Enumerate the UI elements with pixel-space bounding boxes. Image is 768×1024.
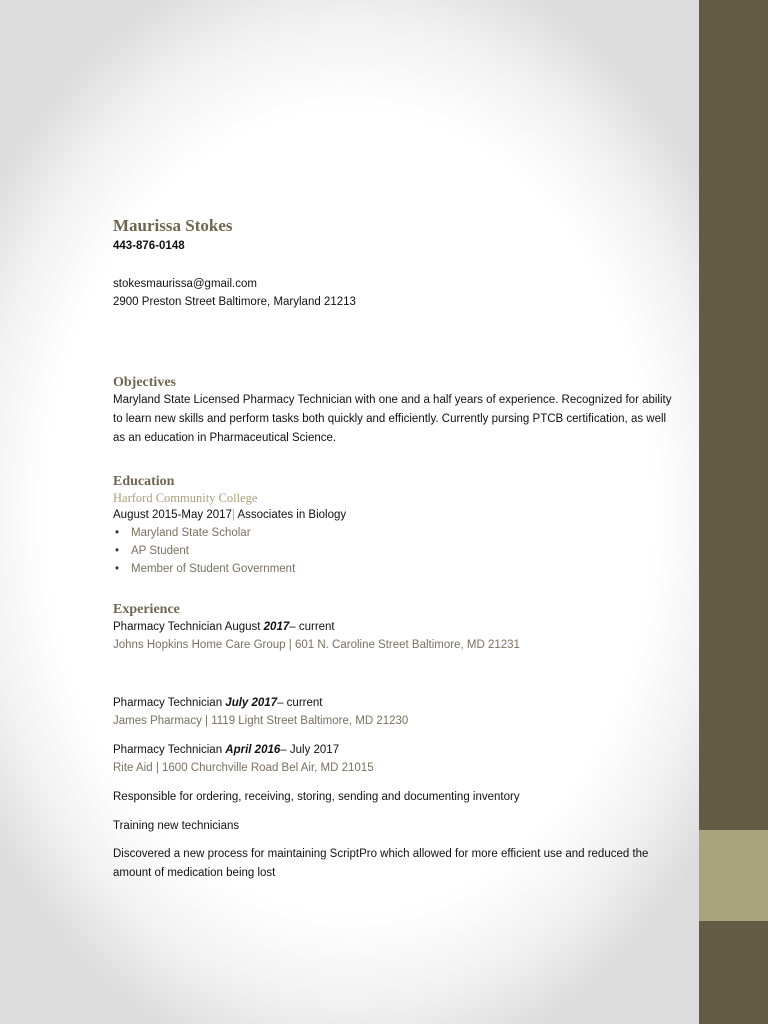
job-employer: Johns Hopkins Home Care Group | 601 N. Caroline Street Baltimore, MD 21231 bbox=[113, 639, 520, 651]
phone-number: 443-876-0148 bbox=[113, 240, 185, 252]
education-dates: August 2015-May 2017 bbox=[113, 509, 232, 521]
bullet-icon: • bbox=[115, 545, 120, 557]
objectives-heading: Objectives bbox=[113, 375, 176, 390]
school-name: Harford Community College bbox=[113, 491, 258, 505]
duty-item: Discovered a new process for maintaining ScriptPro which allowed for more efficient use and reduced the amount of medication being lost bbox=[113, 848, 649, 879]
email-address: stokesmaurissa@gmail.com bbox=[113, 278, 257, 290]
job-employer: James Pharmacy | 1119 Light Street Baltimore, MD 21230 bbox=[113, 715, 409, 727]
duty-item: Training new technicians bbox=[113, 820, 240, 832]
job-title: Pharmacy Technician August 2017– current bbox=[113, 621, 335, 633]
sidebar-accent-block bbox=[699, 830, 768, 921]
list-item: • Maryland State Scholar bbox=[113, 524, 673, 542]
resume-name: Maurissa Stokes bbox=[113, 216, 233, 235]
job-entry bbox=[113, 741, 673, 777]
street-address: 2900 Preston Street Baltimore, Maryland 21213 bbox=[113, 296, 356, 308]
experience-heading: Experience bbox=[113, 602, 180, 617]
bullet-icon: • bbox=[115, 563, 120, 575]
duty-item: Responsible for ordering, receiving, storing, sending and documenting inventory bbox=[113, 791, 520, 803]
job-entry bbox=[113, 694, 673, 730]
education-heading: Education bbox=[113, 474, 175, 489]
bullet-icon: • bbox=[115, 527, 120, 539]
degree: Associates in Biology bbox=[234, 509, 347, 521]
job-title: Pharmacy Technician July 2017– current bbox=[113, 697, 323, 709]
list-item: • Member of Student Government bbox=[113, 560, 673, 578]
education-dates-line bbox=[113, 506, 673, 524]
job-title: Pharmacy Technician April 2016– July 2017 bbox=[113, 744, 340, 756]
job-entry bbox=[113, 618, 673, 654]
list-item: • AP Student bbox=[113, 542, 673, 560]
objectives-text: Maryland State Licensed Pharmacy Technician with one and a half years of experience. Recognized for ability to learn new skills and perform tasks both quickly and efficiently. Currently pursing PTCB certification, as well as an education in Pharmaceutical Science. bbox=[113, 394, 672, 444]
resume-content bbox=[113, 215, 673, 883]
job-employer: Rite Aid | 1600 Churchville Road Bel Air, MD 21015 bbox=[113, 762, 374, 774]
education-separator: | bbox=[231, 509, 235, 521]
education-list bbox=[113, 524, 673, 578]
